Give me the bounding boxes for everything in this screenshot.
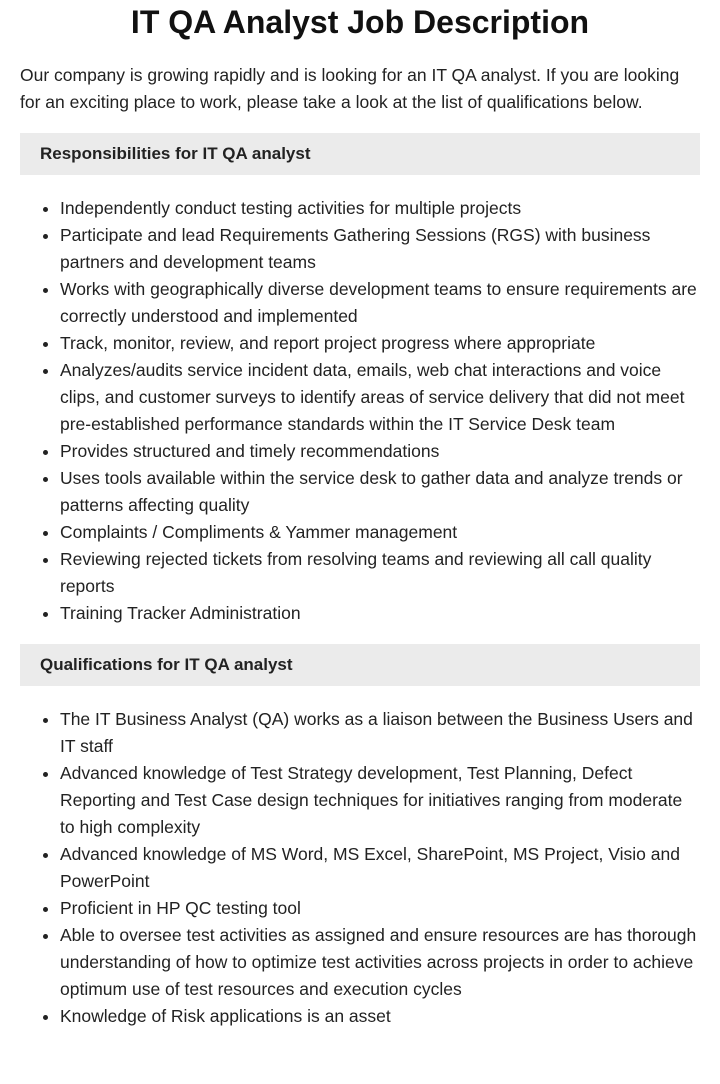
list-item: • Proficient in HP QC testing tool <box>60 895 700 922</box>
list-item: • The IT Business Analyst (QA) works as a liaison between the Business Users and IT staff <box>60 706 700 760</box>
list-item: • Independently conduct testing activities for multiple projects <box>60 195 700 222</box>
list-item: • Advanced knowledge of Test Strategy development, Test Planning, Defect Reporting and Test Case design techniques for initiatives ranging from moderate to high complexity <box>60 760 700 841</box>
list-item: • Participate and lead Requirements Gathering Sessions (RGS) with business partners and development teams <box>60 222 700 276</box>
list-item: • Complaints / Compliments & Yammer management <box>60 519 700 546</box>
list-item: • Uses tools available within the service desk to gather data and analyze trends or patterns affecting quality <box>60 465 700 519</box>
list-item: • Track, monitor, review, and report project progress where appropriate <box>60 330 700 357</box>
list-item: • Reviewing rejected tickets from resolving teams and reviewing all call quality reports <box>60 546 700 600</box>
list-item: • Training Tracker Administration <box>60 600 700 627</box>
responsibilities-header: Responsibilities for IT QA analyst <box>20 133 700 175</box>
list-item: • Knowledge of Risk applications is an asset <box>60 1003 700 1030</box>
intro-paragraph: Our company is growing rapidly and is looking for an IT QA analyst. If you are looking for an exciting place to work, please take a look at the list of qualifications below. <box>20 65 680 112</box>
list-item: • Able to oversee test activities as assigned and ensure resources are has thorough understanding of how to optimize test activities across projects in order to achieve optimum use of test resources and execution cycles <box>60 922 700 1003</box>
list-item: • Works with geographically diverse development teams to ensure requirements are correctly understood and implemented <box>60 276 700 330</box>
qualifications-list <box>20 706 700 1030</box>
page-title: IT QA Analyst Job Description <box>130 4 590 40</box>
qualifications-header: Qualifications for IT QA analyst <box>20 644 700 686</box>
list-item: • Analyzes/audits service incident data, emails, web chat interactions and voice clips, and customer surveys to identify areas of service delivery that did not meet pre-established performance standards within the IT Service Desk team <box>60 357 700 438</box>
responsibilities-list <box>20 195 700 627</box>
list-item: • Advanced knowledge of MS Word, MS Excel, SharePoint, MS Project, Visio and PowerPoint <box>60 841 700 895</box>
list-item: • Provides structured and timely recommendations <box>60 438 700 465</box>
